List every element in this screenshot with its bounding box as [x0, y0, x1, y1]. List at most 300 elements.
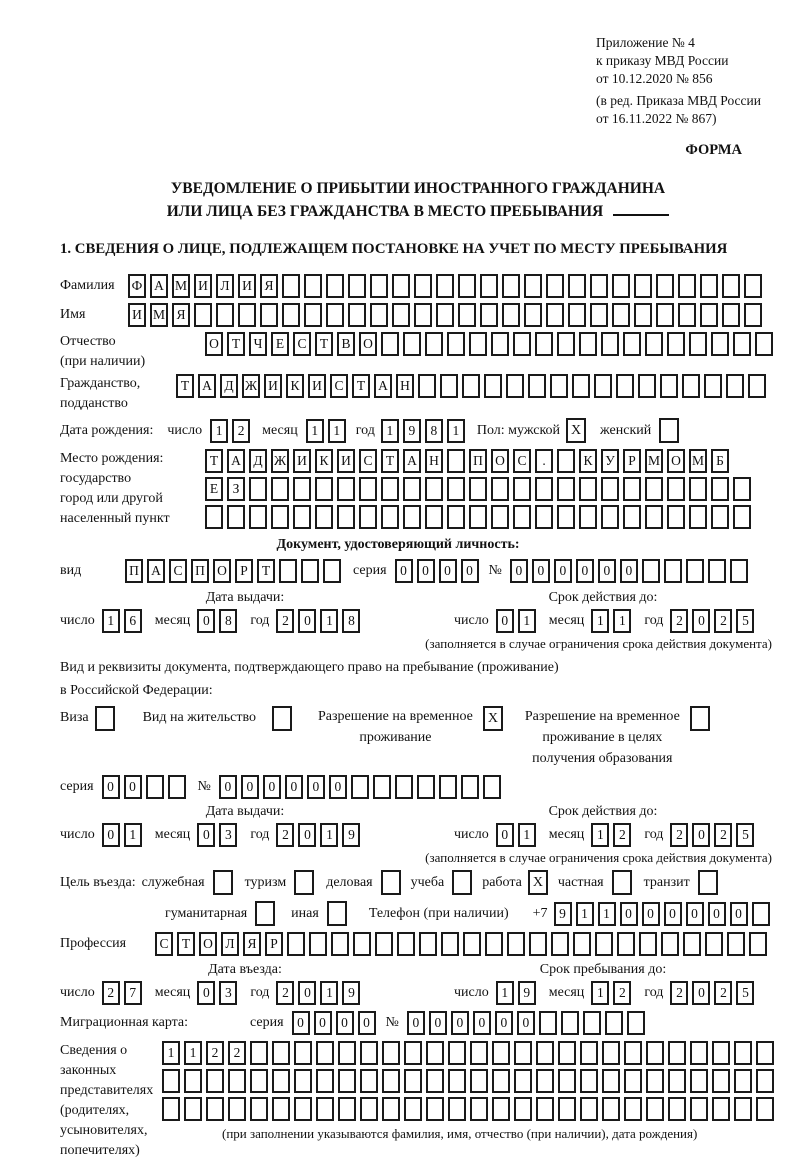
- char-cell[interactable]: [194, 303, 212, 327]
- tourism-checkbox[interactable]: [294, 870, 314, 895]
- char-cell[interactable]: [392, 274, 410, 298]
- char-cell[interactable]: [580, 1097, 598, 1121]
- char-cell[interactable]: [417, 775, 435, 799]
- char-cell[interactable]: [690, 1069, 708, 1093]
- char-cell[interactable]: [395, 775, 413, 799]
- char-cell[interactable]: 1: [496, 981, 514, 1005]
- char-cell[interactable]: 9: [342, 823, 360, 847]
- char-cell[interactable]: [645, 477, 663, 501]
- char-cell[interactable]: [392, 303, 410, 327]
- char-cell[interactable]: [309, 932, 327, 956]
- char-cell[interactable]: [624, 1097, 642, 1121]
- char-cell[interactable]: [572, 374, 590, 398]
- char-cell[interactable]: [360, 1069, 378, 1093]
- char-cell[interactable]: Т: [381, 449, 399, 473]
- char-cell[interactable]: [338, 1069, 356, 1093]
- char-cell[interactable]: С: [513, 449, 531, 473]
- char-cell[interactable]: А: [198, 374, 216, 398]
- char-cell[interactable]: [404, 1097, 422, 1121]
- char-cell[interactable]: [623, 477, 641, 501]
- char-cell[interactable]: 0: [314, 1011, 332, 1035]
- char-cell[interactable]: 0: [439, 559, 457, 583]
- char-cell[interactable]: [351, 775, 369, 799]
- char-cell[interactable]: [595, 932, 613, 956]
- char-cell[interactable]: 1: [184, 1041, 202, 1065]
- char-cell[interactable]: 0: [197, 981, 215, 1005]
- char-cell[interactable]: [573, 932, 591, 956]
- char-cell[interactable]: 0: [664, 902, 682, 926]
- char-cell[interactable]: 1: [447, 419, 465, 443]
- char-cell[interactable]: [337, 505, 355, 529]
- char-cell[interactable]: 2: [714, 823, 732, 847]
- char-cell[interactable]: Л: [216, 274, 234, 298]
- char-cell[interactable]: 5: [736, 609, 754, 633]
- char-cell[interactable]: [558, 1069, 576, 1093]
- char-cell[interactable]: [492, 1041, 510, 1065]
- transit-checkbox[interactable]: [698, 870, 718, 895]
- char-cell[interactable]: [373, 775, 391, 799]
- char-cell[interactable]: [557, 477, 575, 501]
- char-cell[interactable]: 0: [285, 775, 303, 799]
- char-cell[interactable]: [228, 1069, 246, 1093]
- char-cell[interactable]: [686, 559, 704, 583]
- char-cell[interactable]: М: [150, 303, 168, 327]
- char-cell[interactable]: [704, 374, 722, 398]
- char-cell[interactable]: [360, 1041, 378, 1065]
- char-cell[interactable]: 0: [197, 823, 215, 847]
- char-cell[interactable]: [536, 1041, 554, 1065]
- char-cell[interactable]: 0: [358, 1011, 376, 1035]
- char-cell[interactable]: [568, 303, 586, 327]
- char-cell[interactable]: [260, 303, 278, 327]
- char-cell[interactable]: [514, 1069, 532, 1093]
- char-cell[interactable]: [668, 1041, 686, 1065]
- char-cell[interactable]: 0: [496, 609, 514, 633]
- humanitarian-checkbox[interactable]: [255, 901, 275, 926]
- char-cell[interactable]: [616, 374, 634, 398]
- work-checkbox[interactable]: X: [528, 870, 548, 895]
- char-cell[interactable]: [612, 274, 630, 298]
- char-cell[interactable]: [469, 477, 487, 501]
- char-cell[interactable]: [689, 505, 707, 529]
- char-cell[interactable]: [558, 1097, 576, 1121]
- char-cell[interactable]: [513, 332, 531, 356]
- char-cell[interactable]: [382, 1069, 400, 1093]
- char-cell[interactable]: [271, 505, 289, 529]
- char-cell[interactable]: [414, 274, 432, 298]
- char-cell[interactable]: [184, 1097, 202, 1121]
- char-cell[interactable]: 2: [714, 609, 732, 633]
- char-cell[interactable]: 9: [554, 902, 572, 926]
- residence-permit-checkbox[interactable]: [272, 706, 292, 731]
- char-cell[interactable]: 0: [730, 902, 748, 926]
- char-cell[interactable]: [646, 1097, 664, 1121]
- char-cell[interactable]: [678, 274, 696, 298]
- char-cell[interactable]: 2: [670, 981, 688, 1005]
- char-cell[interactable]: 5: [736, 981, 754, 1005]
- char-cell[interactable]: [463, 932, 481, 956]
- char-cell[interactable]: [535, 477, 553, 501]
- char-cell[interactable]: [502, 274, 520, 298]
- char-cell[interactable]: 2: [714, 981, 732, 1005]
- char-cell[interactable]: [293, 505, 311, 529]
- char-cell[interactable]: [550, 374, 568, 398]
- char-cell[interactable]: [711, 505, 729, 529]
- char-cell[interactable]: [726, 374, 744, 398]
- char-cell[interactable]: [282, 274, 300, 298]
- char-cell[interactable]: Я: [243, 932, 261, 956]
- char-cell[interactable]: 0: [429, 1011, 447, 1035]
- char-cell[interactable]: [448, 1097, 466, 1121]
- char-cell[interactable]: Е: [205, 477, 223, 501]
- char-cell[interactable]: 9: [403, 419, 421, 443]
- char-cell[interactable]: [480, 274, 498, 298]
- char-cell[interactable]: [730, 559, 748, 583]
- char-cell[interactable]: [668, 1069, 686, 1093]
- char-cell[interactable]: [491, 332, 509, 356]
- char-cell[interactable]: [206, 1097, 224, 1121]
- char-cell[interactable]: Ж: [242, 374, 260, 398]
- char-cell[interactable]: П: [469, 449, 487, 473]
- char-cell[interactable]: [447, 477, 465, 501]
- char-cell[interactable]: 5: [736, 823, 754, 847]
- char-cell[interactable]: 8: [342, 609, 360, 633]
- char-cell[interactable]: [558, 1041, 576, 1065]
- char-cell[interactable]: [470, 1097, 488, 1121]
- char-cell[interactable]: Т: [227, 332, 245, 356]
- female-checkbox[interactable]: [659, 418, 679, 443]
- char-cell[interactable]: С: [155, 932, 173, 956]
- char-cell[interactable]: Н: [425, 449, 443, 473]
- char-cell[interactable]: [624, 1041, 642, 1065]
- char-cell[interactable]: [734, 1097, 752, 1121]
- char-cell[interactable]: О: [199, 932, 217, 956]
- char-cell[interactable]: [602, 1069, 620, 1093]
- char-cell[interactable]: [529, 932, 547, 956]
- char-cell[interactable]: [436, 303, 454, 327]
- char-cell[interactable]: 1: [518, 823, 536, 847]
- char-cell[interactable]: [639, 932, 657, 956]
- char-cell[interactable]: 2: [670, 609, 688, 633]
- char-cell[interactable]: .: [535, 449, 553, 473]
- char-cell[interactable]: М: [689, 449, 707, 473]
- char-cell[interactable]: [646, 1041, 664, 1065]
- char-cell[interactable]: И: [238, 274, 256, 298]
- char-cell[interactable]: [272, 1041, 290, 1065]
- char-cell[interactable]: Р: [623, 449, 641, 473]
- char-cell[interactable]: [712, 1097, 730, 1121]
- char-cell[interactable]: [323, 559, 341, 583]
- char-cell[interactable]: 2: [232, 419, 250, 443]
- char-cell[interactable]: [162, 1069, 180, 1093]
- char-cell[interactable]: 0: [241, 775, 259, 799]
- char-cell[interactable]: 1: [591, 823, 609, 847]
- char-cell[interactable]: [514, 1041, 532, 1065]
- char-cell[interactable]: [756, 1097, 774, 1121]
- char-cell[interactable]: [642, 559, 660, 583]
- char-cell[interactable]: [439, 775, 457, 799]
- char-cell[interactable]: 0: [102, 775, 120, 799]
- char-cell[interactable]: [733, 505, 751, 529]
- char-cell[interactable]: Я: [260, 274, 278, 298]
- char-cell[interactable]: 0: [292, 1011, 310, 1035]
- char-cell[interactable]: [425, 477, 443, 501]
- char-cell[interactable]: [528, 374, 546, 398]
- char-cell[interactable]: [594, 374, 612, 398]
- char-cell[interactable]: [359, 477, 377, 501]
- char-cell[interactable]: 2: [613, 823, 631, 847]
- char-cell[interactable]: 1: [598, 902, 616, 926]
- char-cell[interactable]: 2: [206, 1041, 224, 1065]
- char-cell[interactable]: И: [128, 303, 146, 327]
- char-cell[interactable]: 0: [395, 559, 413, 583]
- char-cell[interactable]: 2: [228, 1041, 246, 1065]
- char-cell[interactable]: Д: [249, 449, 267, 473]
- char-cell[interactable]: Я: [172, 303, 190, 327]
- char-cell[interactable]: И: [337, 449, 355, 473]
- char-cell[interactable]: 6: [124, 609, 142, 633]
- char-cell[interactable]: [711, 332, 729, 356]
- char-cell[interactable]: [304, 274, 322, 298]
- char-cell[interactable]: [733, 477, 751, 501]
- char-cell[interactable]: [690, 1097, 708, 1121]
- char-cell[interactable]: 0: [407, 1011, 425, 1035]
- char-cell[interactable]: И: [308, 374, 326, 398]
- char-cell[interactable]: 9: [342, 981, 360, 1005]
- char-cell[interactable]: 1: [518, 609, 536, 633]
- char-cell[interactable]: 0: [686, 902, 704, 926]
- char-cell[interactable]: 2: [613, 981, 631, 1005]
- char-cell[interactable]: [326, 303, 344, 327]
- char-cell[interactable]: [381, 332, 399, 356]
- char-cell[interactable]: [708, 559, 726, 583]
- char-cell[interactable]: [656, 303, 674, 327]
- char-cell[interactable]: [447, 332, 465, 356]
- char-cell[interactable]: [579, 505, 597, 529]
- char-cell[interactable]: [667, 332, 685, 356]
- char-cell[interactable]: [645, 505, 663, 529]
- char-cell[interactable]: 3: [219, 981, 237, 1005]
- char-cell[interactable]: [250, 1041, 268, 1065]
- char-cell[interactable]: [514, 1097, 532, 1121]
- char-cell[interactable]: [462, 374, 480, 398]
- char-cell[interactable]: [551, 932, 569, 956]
- char-cell[interactable]: 0: [692, 981, 710, 1005]
- char-cell[interactable]: [419, 932, 437, 956]
- char-cell[interactable]: [470, 1069, 488, 1093]
- char-cell[interactable]: [744, 303, 762, 327]
- char-cell[interactable]: 2: [102, 981, 120, 1005]
- char-cell[interactable]: А: [374, 374, 392, 398]
- char-cell[interactable]: [539, 1011, 557, 1035]
- char-cell[interactable]: [748, 374, 766, 398]
- char-cell[interactable]: 1: [102, 609, 120, 633]
- char-cell[interactable]: [689, 477, 707, 501]
- char-cell[interactable]: 0: [692, 823, 710, 847]
- char-cell[interactable]: [733, 332, 751, 356]
- char-cell[interactable]: Л: [221, 932, 239, 956]
- char-cell[interactable]: [722, 274, 740, 298]
- char-cell[interactable]: [426, 1069, 444, 1093]
- char-cell[interactable]: [447, 449, 465, 473]
- official-checkbox[interactable]: [213, 870, 233, 895]
- char-cell[interactable]: А: [147, 559, 165, 583]
- char-cell[interactable]: [590, 303, 608, 327]
- char-cell[interactable]: [381, 505, 399, 529]
- char-cell[interactable]: [425, 332, 443, 356]
- char-cell[interactable]: [279, 559, 297, 583]
- char-cell[interactable]: [712, 1041, 730, 1065]
- char-cell[interactable]: [689, 332, 707, 356]
- char-cell[interactable]: [331, 932, 349, 956]
- char-cell[interactable]: [315, 505, 333, 529]
- char-cell[interactable]: [749, 932, 767, 956]
- char-cell[interactable]: [403, 477, 421, 501]
- char-cell[interactable]: [546, 303, 564, 327]
- char-cell[interactable]: [282, 303, 300, 327]
- char-cell[interactable]: 0: [642, 902, 660, 926]
- visa-checkbox[interactable]: [95, 706, 115, 731]
- char-cell[interactable]: [338, 1097, 356, 1121]
- char-cell[interactable]: [294, 1069, 312, 1093]
- char-cell[interactable]: 0: [554, 559, 572, 583]
- char-cell[interactable]: [250, 1097, 268, 1121]
- char-cell[interactable]: [426, 1041, 444, 1065]
- char-cell[interactable]: [216, 303, 234, 327]
- char-cell[interactable]: [656, 274, 674, 298]
- char-cell[interactable]: [228, 1097, 246, 1121]
- private-checkbox[interactable]: [612, 870, 632, 895]
- char-cell[interactable]: [727, 932, 745, 956]
- char-cell[interactable]: П: [191, 559, 209, 583]
- char-cell[interactable]: 1: [591, 981, 609, 1005]
- char-cell[interactable]: [524, 274, 542, 298]
- char-cell[interactable]: 0: [598, 559, 616, 583]
- char-cell[interactable]: Д: [220, 374, 238, 398]
- char-cell[interactable]: [602, 1041, 620, 1065]
- char-cell[interactable]: 0: [532, 559, 550, 583]
- char-cell[interactable]: [382, 1041, 400, 1065]
- char-cell[interactable]: 1: [162, 1041, 180, 1065]
- char-cell[interactable]: И: [194, 274, 212, 298]
- char-cell[interactable]: В: [337, 332, 355, 356]
- char-cell[interactable]: Т: [315, 332, 333, 356]
- char-cell[interactable]: [461, 775, 479, 799]
- char-cell[interactable]: 8: [425, 419, 443, 443]
- char-cell[interactable]: [561, 1011, 579, 1035]
- char-cell[interactable]: [146, 775, 164, 799]
- char-cell[interactable]: [485, 932, 503, 956]
- edu-permit-checkbox[interactable]: [690, 706, 710, 731]
- char-cell[interactable]: [580, 1041, 598, 1065]
- char-cell[interactable]: Ч: [249, 332, 267, 356]
- char-cell[interactable]: [536, 1097, 554, 1121]
- char-cell[interactable]: [403, 332, 421, 356]
- char-cell[interactable]: 1: [320, 609, 338, 633]
- char-cell[interactable]: [304, 303, 322, 327]
- char-cell[interactable]: Е: [271, 332, 289, 356]
- char-cell[interactable]: [492, 1097, 510, 1121]
- char-cell[interactable]: [734, 1041, 752, 1065]
- char-cell[interactable]: [627, 1011, 645, 1035]
- char-cell[interactable]: 1: [320, 981, 338, 1005]
- char-cell[interactable]: [524, 303, 542, 327]
- char-cell[interactable]: [583, 1011, 601, 1035]
- char-cell[interactable]: К: [579, 449, 597, 473]
- char-cell[interactable]: [605, 1011, 623, 1035]
- char-cell[interactable]: [557, 505, 575, 529]
- char-cell[interactable]: [507, 932, 525, 956]
- char-cell[interactable]: [249, 477, 267, 501]
- char-cell[interactable]: С: [293, 332, 311, 356]
- char-cell[interactable]: [162, 1097, 180, 1121]
- char-cell[interactable]: [756, 1041, 774, 1065]
- male-checkbox[interactable]: X: [566, 418, 586, 443]
- char-cell[interactable]: [418, 374, 436, 398]
- char-cell[interactable]: [668, 1097, 686, 1121]
- char-cell[interactable]: Т: [257, 559, 275, 583]
- char-cell[interactable]: [469, 505, 487, 529]
- char-cell[interactable]: [338, 1041, 356, 1065]
- char-cell[interactable]: [294, 1041, 312, 1065]
- char-cell[interactable]: [294, 1097, 312, 1121]
- char-cell[interactable]: И: [264, 374, 282, 398]
- char-cell[interactable]: З: [227, 477, 245, 501]
- char-cell[interactable]: [661, 932, 679, 956]
- char-cell[interactable]: [557, 449, 575, 473]
- char-cell[interactable]: Н: [396, 374, 414, 398]
- char-cell[interactable]: 0: [298, 609, 316, 633]
- char-cell[interactable]: [403, 505, 421, 529]
- char-cell[interactable]: [601, 332, 619, 356]
- char-cell[interactable]: 0: [124, 775, 142, 799]
- char-cell[interactable]: 1: [328, 419, 346, 443]
- char-cell[interactable]: О: [359, 332, 377, 356]
- char-cell[interactable]: [425, 505, 443, 529]
- char-cell[interactable]: [375, 932, 393, 956]
- char-cell[interactable]: [646, 1069, 664, 1093]
- char-cell[interactable]: [638, 374, 656, 398]
- char-cell[interactable]: [755, 332, 773, 356]
- business-checkbox[interactable]: [381, 870, 401, 895]
- char-cell[interactable]: [682, 374, 700, 398]
- char-cell[interactable]: [326, 274, 344, 298]
- char-cell[interactable]: [316, 1097, 334, 1121]
- char-cell[interactable]: [634, 303, 652, 327]
- char-cell[interactable]: [667, 477, 685, 501]
- char-cell[interactable]: [441, 932, 459, 956]
- char-cell[interactable]: 0: [620, 559, 638, 583]
- char-cell[interactable]: Ф: [128, 274, 146, 298]
- char-cell[interactable]: [404, 1069, 422, 1093]
- char-cell[interactable]: [752, 902, 770, 926]
- char-cell[interactable]: Т: [177, 932, 195, 956]
- char-cell[interactable]: 0: [329, 775, 347, 799]
- char-cell[interactable]: [458, 303, 476, 327]
- char-cell[interactable]: [484, 374, 502, 398]
- char-cell[interactable]: [535, 332, 553, 356]
- char-cell[interactable]: 0: [336, 1011, 354, 1035]
- char-cell[interactable]: [168, 775, 186, 799]
- char-cell[interactable]: [491, 505, 509, 529]
- char-cell[interactable]: [557, 332, 575, 356]
- char-cell[interactable]: О: [205, 332, 223, 356]
- char-cell[interactable]: [414, 303, 432, 327]
- char-cell[interactable]: [272, 1069, 290, 1093]
- char-cell[interactable]: [623, 332, 641, 356]
- char-cell[interactable]: [700, 274, 718, 298]
- char-cell[interactable]: [316, 1069, 334, 1093]
